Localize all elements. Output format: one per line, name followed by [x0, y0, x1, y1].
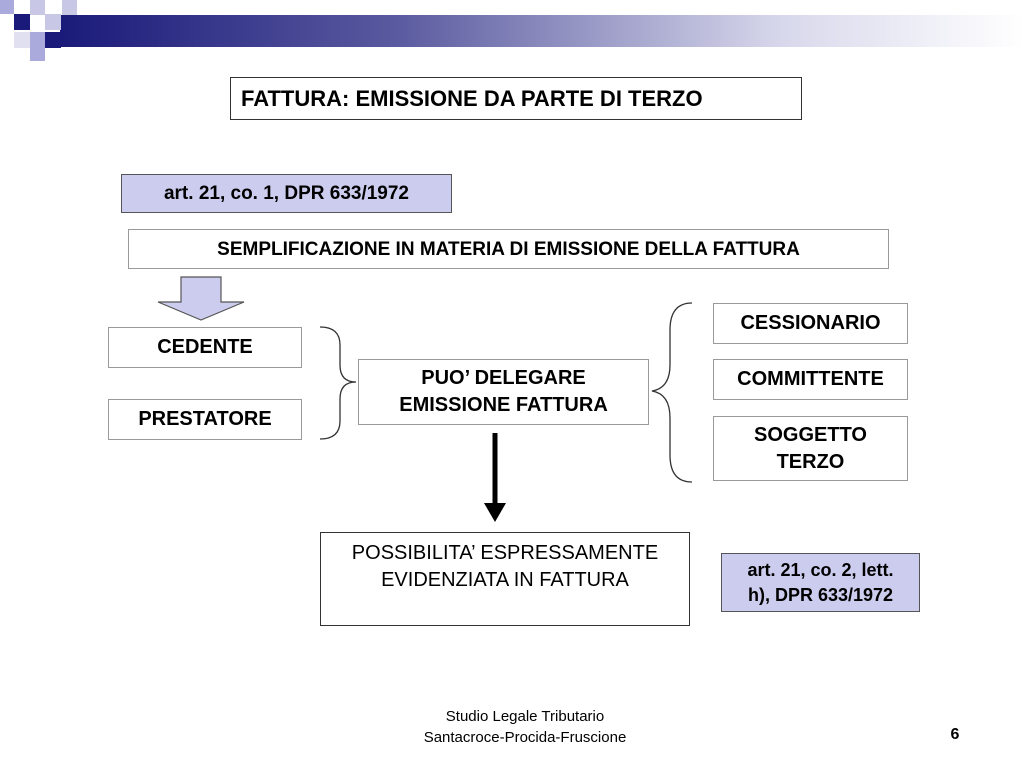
- deco-square: [14, 14, 30, 30]
- soggetto-terzo-line1: SOGGETTO: [754, 423, 867, 446]
- reference-art21-co1: art. 21, co. 1, DPR 633/1972: [121, 174, 452, 213]
- possibilita-line2: EVIDENZIATA IN FATTURA: [381, 569, 629, 591]
- prestatore-box: PRESTATORE: [108, 399, 302, 440]
- committente-box: COMMITTENTE: [713, 359, 908, 400]
- puo-delegare-line2: EMISSIONE FATTURA: [399, 394, 608, 416]
- puo-delegare-line1: PUO’ DELEGARE: [421, 367, 586, 389]
- cessionario-box: CESSIONARIO: [713, 303, 908, 344]
- down-arrow-head-icon: [484, 503, 506, 522]
- deco-square: [30, 0, 45, 15]
- reference-art21-co2-line1: art. 21, co. 2, lett.: [747, 559, 894, 580]
- page-number: 6: [950, 726, 960, 743]
- puo-delegare-box: [358, 359, 649, 425]
- reference-art21-co2: [721, 553, 920, 612]
- header-gradient-bar: [60, 15, 1024, 47]
- slide-title: FATTURA: EMISSIONE DA PARTE DI TERZO: [230, 77, 802, 120]
- header-decoration: [0, 0, 1024, 70]
- block-arrow-down-icon: [158, 277, 244, 320]
- deco-square: [45, 14, 61, 30]
- deco-square: [14, 32, 30, 48]
- cedente-box: CEDENTE: [108, 327, 302, 368]
- right-brace-icon: [652, 303, 692, 482]
- deco-square: [30, 47, 45, 61]
- deco-square: [30, 32, 45, 47]
- deco-square: [0, 0, 14, 14]
- deco-square: [62, 0, 77, 15]
- soggetto-terzo-box: [713, 416, 908, 481]
- footer-credit: [380, 706, 670, 748]
- possibilita-line1: POSSIBILITA’ ESPRESSAMENTE: [351, 542, 659, 564]
- footer-line2: Santacroce-Procida-Fruscione: [423, 729, 627, 746]
- soggetto-terzo-line2: TERZO: [776, 450, 845, 473]
- semplificazione-box: SEMPLIFICAZIONE IN MATERIA DI EMISSIONE DELLA FATTURA: [128, 229, 889, 269]
- deco-square: [45, 32, 61, 48]
- footer-line1: Studio Legale Tributario: [445, 708, 605, 725]
- possibilita-box: [320, 532, 690, 626]
- left-brace-icon: [320, 327, 356, 439]
- reference-art21-co2-line2: h), DPR 633/1972: [747, 584, 894, 605]
